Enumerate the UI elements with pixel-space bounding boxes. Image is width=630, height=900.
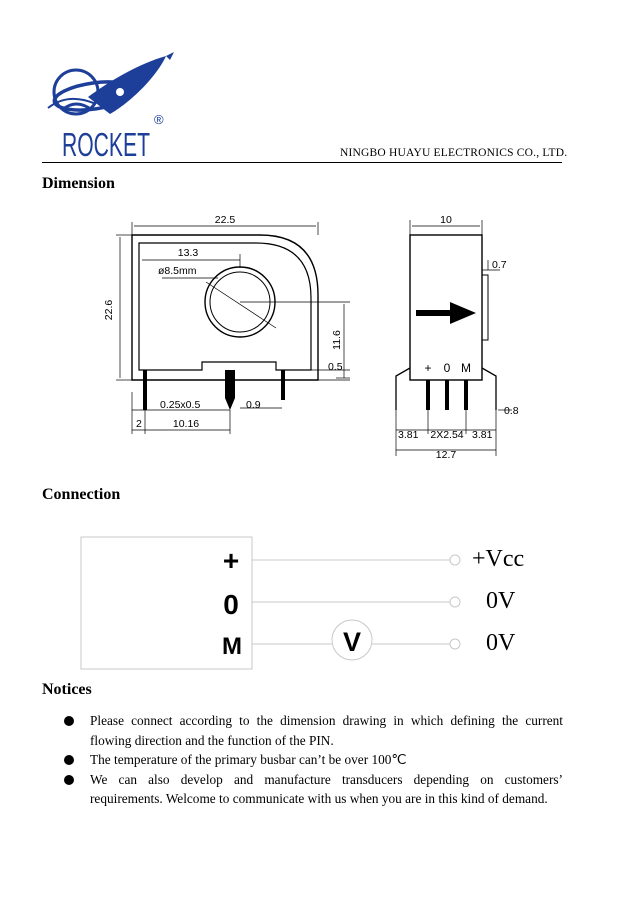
registered-mark: ® — [154, 112, 164, 127]
rocket-window-icon — [116, 88, 124, 96]
dim-center-height: 11.6 — [331, 330, 343, 350]
conn-pin-zero: 0 — [223, 589, 239, 620]
rocket-nose-icon — [166, 52, 174, 60]
conn-pin-plus: + — [222, 545, 240, 576]
dimension-drawing — [100, 210, 540, 470]
dim-pin-span: 10.16 — [172, 418, 200, 430]
section-heading-notices: Notices — [42, 681, 92, 698]
notices-list — [62, 711, 563, 809]
dim-left-offset: 2 — [136, 418, 142, 430]
notice-text: Please connect according to the dimension drawing in which defining the current flowing direction and the function of the PIN. — [90, 713, 563, 748]
list-item — [62, 711, 563, 750]
dim-pin-offset: 0.8 — [504, 405, 519, 417]
dim-spacing-left: 3.81 — [398, 429, 419, 441]
front-body-inner — [139, 243, 311, 370]
output-vcc: +Vcc — [472, 546, 525, 572]
rocket-logo — [48, 52, 183, 163]
dim-total-width: 12.7 — [435, 449, 457, 461]
output-0v-1: 0V — [486, 588, 516, 614]
dim-pin-section: 0.25x0.5 — [160, 399, 201, 411]
header-divider — [42, 162, 562, 163]
side-body-outline — [410, 235, 482, 380]
bullet-icon — [64, 755, 74, 765]
terminal-0v-1 — [450, 597, 460, 607]
side-pin-label-m: M — [461, 361, 471, 375]
list-item — [62, 750, 563, 770]
dim-pin-gap: 0.9 — [246, 399, 261, 411]
bullet-icon — [64, 775, 74, 785]
dim-front-height: 22.6 — [103, 299, 115, 321]
list-item — [62, 770, 563, 809]
front-pin-center — [225, 370, 235, 398]
notice-text: The temperature of the primary busbar can’t be over 100℃ — [90, 752, 407, 767]
dim-center-offset: 13.3 — [177, 247, 199, 259]
output-0v-2: 0V — [486, 630, 516, 656]
voltmeter-label: V — [342, 627, 362, 657]
section-heading-connection: Connection — [42, 486, 121, 503]
side-pin-label-zero: 0 — [443, 361, 451, 375]
dim-side-width: 10 — [440, 214, 452, 226]
dim-spacing-mid: 2X2.54 — [430, 429, 464, 441]
front-pin — [143, 370, 147, 410]
terminal-vcc — [450, 555, 460, 565]
front-pin-right — [281, 370, 285, 400]
side-pin-label-plus: + — [424, 361, 432, 375]
notice-text: We can also develop and manufacture transducers depending on customers’ requirements. Welcome to communicate with us when you are in this kind of demand. — [90, 771, 563, 806]
front-body-outline — [132, 235, 318, 380]
conn-pin-m: M — [222, 633, 242, 660]
dim-side-thickness: 0.7 — [492, 259, 507, 271]
bullet-icon — [64, 716, 74, 726]
dim-tab: 0.5 — [328, 361, 343, 373]
dim-front-width: 22.5 — [214, 214, 236, 226]
dim-hole-diameter: ø8.5mm — [158, 265, 197, 277]
company-name: NINGBO HUAYU ELECTRONICS CO., LTD. — [340, 147, 568, 159]
connection-diagram — [78, 532, 538, 672]
dim-spacing-right: 3.81 — [472, 429, 493, 441]
section-heading-dimension: Dimension — [42, 175, 115, 192]
brand-wordmark: ROCKET — [62, 126, 150, 163]
terminal-0v-2 — [450, 639, 460, 649]
